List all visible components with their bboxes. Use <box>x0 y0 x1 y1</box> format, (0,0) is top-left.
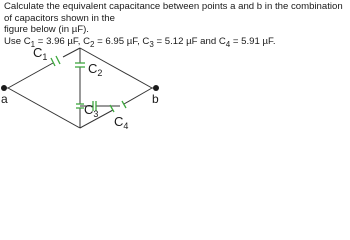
capacitor-c2-symbol <box>75 63 85 67</box>
given-prefix: Use <box>4 35 24 47</box>
capacitor-c2-label <box>88 61 102 78</box>
c4-name: C <box>114 114 124 129</box>
given-c3-value: 5.12 µF <box>164 35 198 47</box>
given-c2-name: C <box>83 35 91 47</box>
wire-a-bottom <box>8 88 80 128</box>
terminal-b-dot <box>153 85 159 91</box>
given-values: Use $C_1 = 3.96$ µF, $C_2 = 6.95$ µF, $C_3 = 5.12$ µF and $C_4 = 5.91$ µF. <box>4 35 276 49</box>
c3-sub: 3 <box>93 109 99 119</box>
question-line-1: Calculate the equivalent capacitance between points a and b in the combination of capacitors shown in the <box>4 1 343 24</box>
wire-a-top-left <box>8 63 53 88</box>
given-c2-value: 6.95 µF <box>105 35 138 47</box>
node-b-label: b <box>152 92 159 106</box>
capacitor-c4-label <box>114 114 128 131</box>
c1-name: C <box>33 45 43 60</box>
c3-name: C <box>84 102 94 117</box>
given-c1-value: 3.96 µF <box>46 35 78 47</box>
given-c2-sub: 2 <box>90 39 95 49</box>
terminal-a-dot <box>1 85 7 91</box>
c4-sub: 4 <box>123 121 129 131</box>
wire-a-top-right <box>63 48 80 57</box>
c2-sub: 2 <box>97 68 103 78</box>
given-c1-name: C <box>23 35 31 47</box>
given-c4-sub: 4 <box>225 39 231 49</box>
capacitor-c1-label <box>33 45 47 62</box>
wires <box>4 48 156 128</box>
c2-name: C <box>88 61 98 76</box>
question-line-2: figure below (in µF). <box>4 24 89 36</box>
node-a-label: a <box>1 92 8 106</box>
c1-sub: 1 <box>42 52 48 62</box>
given-c4-value: 5.91 µF <box>241 35 273 47</box>
given-c4-name: C <box>218 35 226 47</box>
given-c1-sub: 1 <box>30 39 36 49</box>
capacitor-c1-symbol <box>51 56 60 66</box>
wire-bottom-c4-right <box>124 88 152 104</box>
given-c3-sub: 3 <box>149 39 154 49</box>
given-c3-name: C <box>142 35 150 47</box>
